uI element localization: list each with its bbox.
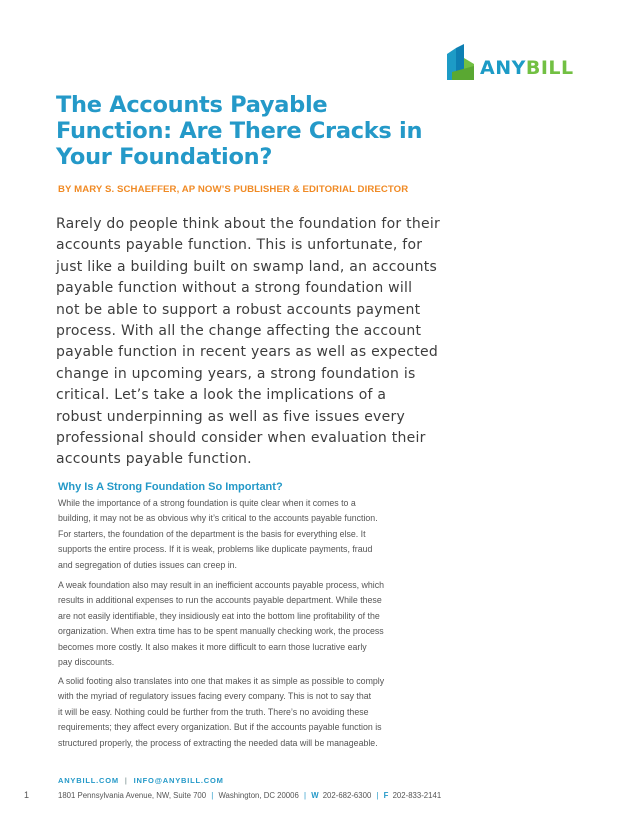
body-line: For starters, the foundation of the department is the basis for everything else. It: [58, 528, 366, 539]
body-line: becomes more costly. It also makes it more difficult to earn those lucrative early: [58, 641, 367, 652]
body-line: requirements; they affect every organization. But if the accounts payable function is: [58, 722, 382, 733]
fax-number: 202-833-2141: [392, 791, 442, 800]
logo-wordmark: ANYBILL: [480, 57, 574, 79]
fax-label: F: [383, 791, 389, 800]
body-paragraph: [58, 578, 438, 670]
lead-line: just like a building built on swamp land, an accounts: [56, 258, 438, 275]
body-line: are not easily identifiable, they insidiously eat into the bottom line profitability of the: [58, 610, 380, 621]
body-line: results in additional expenses to run the accounts payable department. While these: [58, 595, 382, 606]
lead-line: not be able to support a robust accounts payment: [56, 301, 421, 318]
phone-label: W: [311, 791, 319, 800]
lead-line: accounts payable function. This is unfortunate, for: [56, 237, 423, 254]
byline: BY MARY S. SCHAEFFER, AP NOW’S PUBLISHER & EDITORIAL DIRECTOR: [58, 184, 409, 195]
body-paragraph: [58, 496, 438, 573]
lead-line: payable function in recent years as well as expected: [56, 344, 438, 361]
body-line: with the myriad of regulatory issues facing every company. This is not to say that: [58, 691, 372, 702]
footer-separator: |: [211, 791, 214, 800]
body-line: A solid footing also translates into one that makes it as simple as possible to comply: [58, 676, 385, 686]
body-line: building, it may not be as obvious why it’s critical to the accounts payable function.: [58, 513, 378, 524]
footer-address: [58, 791, 441, 800]
body-line: it will be easy. Nothing could be further from the truth. There’s no avoiding these: [58, 706, 369, 717]
website-link[interactable]: ANYBILL.COM: [58, 776, 119, 785]
lead-line: process. With all the change affecting the account: [56, 323, 422, 340]
lead-line: professional should consider when evaluation their: [56, 430, 426, 447]
page-number: 1: [24, 790, 30, 800]
street-address: 1801 Pennsylvania Avenue, NW, Suite 700: [58, 791, 207, 800]
article-title: The Accounts Payable Function: Are There Cracks in Your Foundation?: [56, 92, 423, 170]
email-link[interactable]: INFO@ANYBILL.COM: [133, 776, 224, 785]
footer-separator: |: [124, 776, 128, 785]
lead-line: payable function without a strong foundation will: [56, 280, 413, 297]
body-line: A weak foundation also may result in an inefficient accounts payable process, which: [58, 580, 385, 590]
lead-line: accounts payable function.: [56, 451, 252, 468]
lead-line: change in upcoming years, a strong foundation is: [56, 365, 416, 382]
body-line: supports the entire process. If it is weak, problems like duplicate payments, fraud: [58, 544, 373, 555]
anybill-logo: [444, 44, 604, 80]
body-line: structured properly, the process of extracting the needed data will be manageable.: [58, 737, 378, 748]
body-line: organization. When extra time has to be spent manually checking work, the process: [58, 626, 384, 637]
footer-contact: [58, 776, 224, 785]
body-paragraph: [58, 674, 438, 751]
phone-number: 202-682-6300: [322, 791, 372, 800]
body-line: While the importance of a strong foundation is quite clear when it comes to a: [58, 498, 356, 508]
body-line: pay discounts.: [58, 657, 115, 668]
footer-separator: |: [376, 791, 379, 800]
lead-line: robust underpinning as well as five issues every: [56, 408, 405, 425]
lead-line: critical. Let’s take a look the implications of a: [56, 387, 387, 404]
section-heading: Why Is A Strong Foundation So Important?: [58, 481, 283, 493]
lead-paragraph: [56, 214, 440, 471]
footer-separator: |: [303, 791, 307, 800]
city-address: Washington, DC 20006: [218, 791, 299, 800]
lead-line: Rarely do people think about the foundation for their: [56, 216, 440, 232]
body-line: and segregation of duties issues can creep in.: [58, 559, 237, 570]
anybill-logo-icon: [444, 44, 478, 80]
